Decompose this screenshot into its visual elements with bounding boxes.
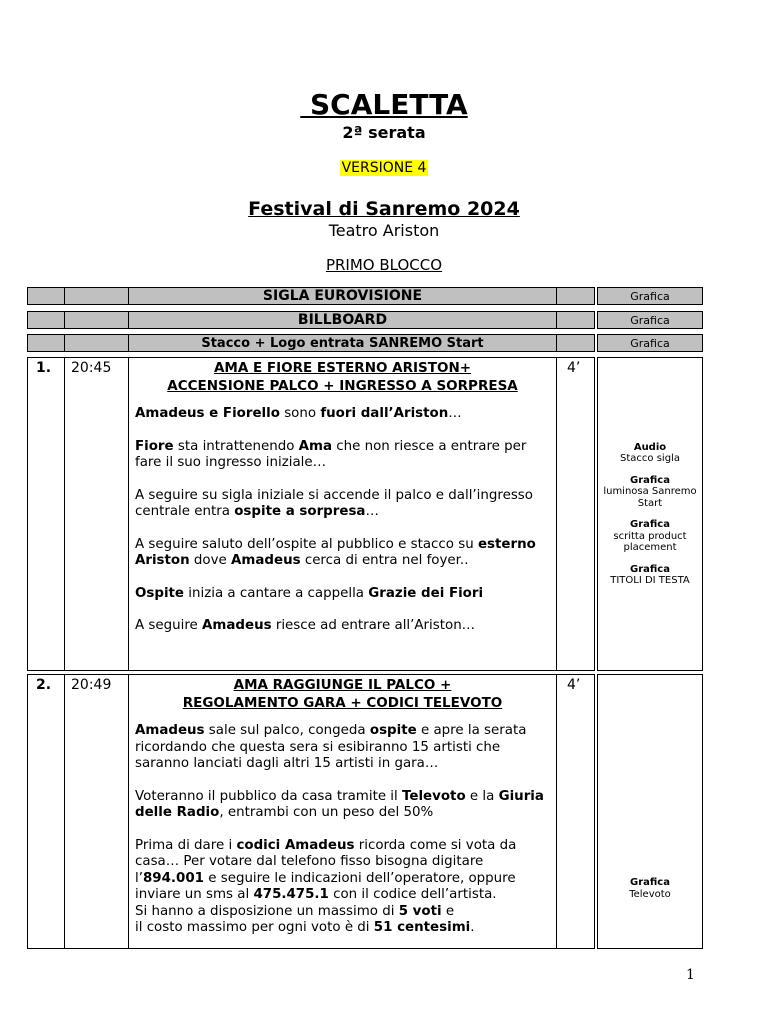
page-number: 1 bbox=[686, 967, 695, 983]
band-sigla-eurovisione bbox=[27, 287, 703, 305]
segment-paragraph: A seguire saluto dell’ospite al pubblico e stacco su esterno Ariston dove Amadeus cerca di entra nel foyer.. bbox=[135, 536, 536, 568]
note-item: Grafica Televoto bbox=[629, 877, 671, 900]
note-item: Audio Stacco sigla bbox=[620, 441, 680, 464]
band-title: SIGLA EUROVISIONE bbox=[129, 288, 557, 305]
segment-paragraph: Ospite inizia a cantare a cappella Grazie dei Fiori bbox=[135, 585, 484, 601]
block-title: PRIMO BLOCCO bbox=[325, 256, 443, 274]
version-label bbox=[0, 160, 768, 176]
festival-title: Festival di Sanremo 2024 bbox=[248, 198, 520, 220]
segment-duration: 4’ bbox=[557, 358, 595, 671]
note-item: Grafica luminosa Sanremo Start bbox=[603, 474, 697, 509]
segment-paragraph: Amadeus sale sul palco, congeda ospite e apre la serata ricordando che questa sera si esibiranno 15 artisti che saranno lanciati dagli altri 15 artisti in gara… bbox=[135, 723, 527, 771]
segment-2 bbox=[27, 674, 703, 949]
band-cell bbox=[65, 312, 129, 329]
segment-paragraph: A seguire su sigla iniziale si accende il palco e dall’ingresso centrale entra ospite a sorpresa… bbox=[135, 487, 533, 519]
note-item: Grafica TITOLI DI TESTA bbox=[610, 563, 690, 586]
segment-paragraph: Voteranno il pubblico da casa tramite il Televoto e la Giuria delle Radio, entrambi con un peso del 50% bbox=[135, 788, 544, 820]
segment-body bbox=[129, 675, 557, 949]
band-stacco-logo bbox=[27, 334, 703, 352]
band-title: BILLBOARD bbox=[129, 312, 557, 329]
band-cell bbox=[65, 335, 129, 352]
band-title: Stacco + Logo entrata SANREMO Start bbox=[129, 335, 557, 352]
segment-line: il costo massimo per ogni voto è di 51 centesimi. bbox=[135, 920, 475, 935]
segment-line: Si hanno a disposizione un massimo di 5 voti e bbox=[135, 903, 455, 919]
page-title: SCALETTA bbox=[310, 88, 468, 121]
band-cell bbox=[557, 288, 595, 305]
segment-paragraph: Prima di dare i codici Amadeus ricorda come si vota da casa… Per votare dal telefono fisso bisogna digitare l’894.001 e seguire le indicazioni dell’operatore, oppure inviare un sms al 475.475.1 con il codice dell’artista. bbox=[135, 837, 517, 902]
version-highlight: VERSIONE 4 bbox=[341, 160, 427, 176]
segment-time: 20:45 bbox=[65, 358, 129, 671]
note-item: Grafica scritta product placement bbox=[613, 519, 687, 553]
band-cell bbox=[28, 312, 65, 329]
segment-duration: 4’ bbox=[557, 675, 595, 949]
venue-label: Teatro Ariston bbox=[328, 221, 440, 240]
segment-number: 1. bbox=[28, 358, 65, 671]
band-billboard bbox=[27, 311, 703, 329]
segment-paragraph: A seguire Amadeus riesce ad entrare all’Ariston… bbox=[135, 618, 476, 633]
segment-1 bbox=[27, 357, 703, 671]
band-note: Grafica bbox=[598, 312, 703, 329]
segment-paragraph: Fiore sta intrattenendo Ama che non riesce a entrare per fare il suo ingresso iniziale… bbox=[135, 438, 527, 470]
page-subtitle: 2ª serata bbox=[342, 123, 426, 142]
band-note: Grafica bbox=[598, 288, 703, 305]
segment-body bbox=[129, 358, 557, 671]
band-cell bbox=[28, 288, 65, 305]
band-cell bbox=[28, 335, 65, 352]
band-note: Grafica bbox=[598, 335, 703, 352]
segment-heading: AMA RAGGIUNGE IL PALCO + REGOLAMENTO GARA + CODICI TELEVOTO bbox=[182, 677, 503, 711]
segment-notes bbox=[598, 675, 703, 949]
band-cell bbox=[557, 312, 595, 329]
segment-number: 2. bbox=[28, 675, 65, 949]
band-cell bbox=[557, 335, 595, 352]
band-cell bbox=[65, 288, 129, 305]
segment-time: 20:49 bbox=[65, 675, 129, 949]
segment-notes bbox=[598, 358, 703, 671]
segment-heading: AMA E FIORE ESTERNO ARISTON+ ACCENSIONE PALCO + INGRESSO A SORPRESA bbox=[167, 360, 518, 394]
segment-paragraph: Amadeus e Fiorello sono fuori dall’Ariston… bbox=[135, 406, 462, 421]
